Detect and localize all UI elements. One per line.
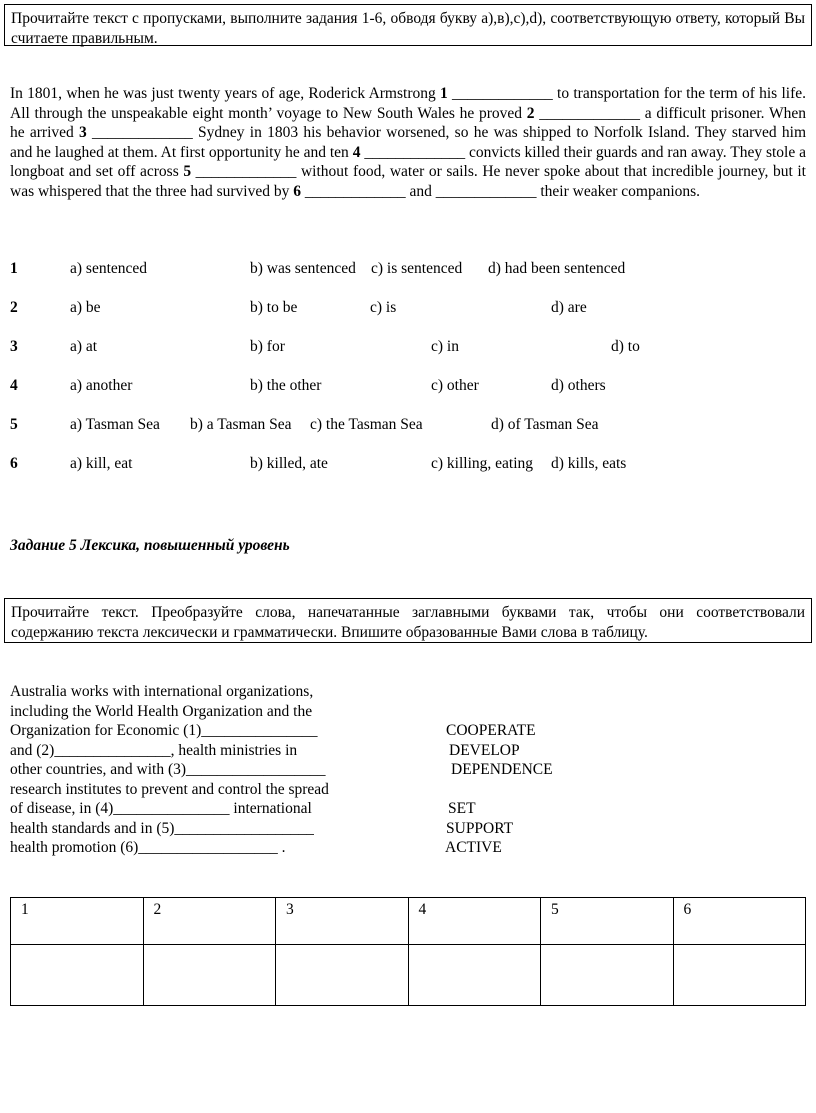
option-c[interactable]: c) other (431, 377, 479, 394)
question-row-2 (10, 298, 806, 318)
keyword-2: DEVELOP (449, 742, 520, 759)
text-line: and (2)_______________, health ministries in (10, 742, 298, 759)
task5-instruction-box (4, 598, 812, 643)
keyword-6: ACTIVE (445, 839, 502, 856)
option-a[interactable]: a) Tasman Sea (70, 416, 160, 433)
text-line: Organization for Economic (1)_______________ (10, 722, 318, 739)
task5-instruction: Прочитайте текст. Преобразуйте слова, напечатанные заглавными буквами так, чтобы они соответствовали содержанию текста лексически и грамматически. Впишите образованные Вами слова в таблицу. (11, 604, 805, 641)
answer-cell-1[interactable] (11, 945, 144, 1006)
option-c[interactable]: c) is (370, 299, 397, 316)
answer-cell-2[interactable] (143, 945, 276, 1006)
gap-number-3: 3 (79, 124, 87, 141)
question-row-6 (10, 454, 806, 474)
answer-cell-3[interactable] (276, 945, 409, 1006)
answer-cell-5[interactable] (541, 945, 674, 1006)
option-a[interactable]: a) be (70, 299, 101, 316)
answer-cell-4[interactable] (408, 945, 541, 1006)
text-line: of disease, in (4)_______________ international (10, 800, 312, 817)
option-a[interactable]: a) another (70, 377, 133, 394)
task4-passage (10, 84, 806, 201)
text-line: including the World Health Organization and the (10, 703, 313, 720)
answer-table-input-row (11, 945, 806, 1006)
option-b[interactable]: b) to be (250, 299, 298, 316)
option-d[interactable]: d) to (611, 338, 640, 355)
passage-text-1: In 1801, when he was just twenty years of age, Roderick Armstrong (10, 85, 441, 102)
answer-cell-6[interactable] (673, 945, 806, 1006)
question-number: 6 (10, 455, 18, 472)
text-line: health standards and in (5)__________________ (10, 820, 314, 837)
option-d[interactable]: d) had been sentenced (488, 260, 626, 277)
option-d[interactable]: d) of Tasman Sea (491, 416, 599, 433)
passage-text-6: _____________ without food, water or sails. He never spoke about that incredible journey, but it was whispered that the three had survived by (10, 163, 806, 200)
option-d[interactable]: d) others (551, 377, 606, 394)
answer-table-header-row (11, 898, 806, 945)
question-number: 5 (10, 416, 18, 433)
passage-text-4: _____________ Sydney in 1803 his behavior worsened, so he was shipped to Norfolk Island. They starved him and he laughed at them. At first opportunity he and ten (10, 124, 806, 161)
text-line: health promotion (6)__________________ . (10, 839, 286, 856)
text-line: other countries, and with (3)__________________ (10, 761, 326, 778)
answer-header-cell: 5 (541, 898, 674, 945)
task4-instruction: Прочитайте текст с пропусками, выполните задания 1-6, обводя букву а),в),c),d), соответствующую ответу, который Вы считаете правильным. (11, 10, 805, 47)
gap-number-2: 2 (526, 104, 535, 122)
task4-instruction-box (4, 4, 812, 46)
option-b[interactable]: b) killed, ate (250, 455, 328, 472)
question-row-1 (10, 259, 806, 279)
option-c[interactable]: c) is sentenced (371, 260, 463, 277)
option-b[interactable]: b) for (250, 338, 285, 355)
passage-text-5: _____________ convicts killed their guards and ran away. They stole a longboat and set off across (10, 143, 806, 180)
question-number: 4 (10, 377, 18, 394)
answer-table (10, 897, 806, 1006)
question-number: 1 (10, 260, 18, 277)
option-b[interactable]: b) a Tasman Sea (190, 416, 292, 433)
question-row-5 (10, 415, 806, 435)
answer-header-cell: 4 (408, 898, 541, 945)
option-d[interactable]: d) kills, eats (551, 455, 627, 472)
text-line: Australia works with international organizations, (10, 683, 314, 700)
keyword-3: DEPENDENCE (451, 761, 553, 778)
gap-number-1: 1 (440, 85, 448, 102)
text-line: research institutes to prevent and control the spread (10, 781, 329, 798)
question-number: 2 (10, 299, 18, 316)
keyword-5: SUPPORT (446, 820, 514, 837)
gap-number-6: 6 (293, 182, 301, 200)
keyword-4: SET (448, 800, 476, 817)
option-a[interactable]: a) sentenced (70, 260, 148, 277)
question-row-3 (10, 337, 806, 357)
option-c[interactable]: c) the Tasman Sea (310, 416, 423, 433)
option-c[interactable]: c) killing, eating (431, 455, 534, 472)
passage-text-2: _____________ to transportation for the term of his life. All through the unspeakable eight month’ voyage to New South Wales he proved (10, 85, 807, 122)
question-number: 3 (10, 338, 18, 355)
passage-text-3: _____________ a difficult prisoner. When he arrived (10, 104, 806, 141)
keyword-1: COOPERATE (446, 722, 536, 739)
option-b[interactable]: b) was sentenced (250, 260, 356, 277)
answer-header-cell: 3 (276, 898, 409, 945)
option-c[interactable]: c) in (431, 338, 459, 355)
answer-header-cell: 6 (673, 898, 806, 945)
gap-number-4: 4 (352, 143, 361, 161)
answer-header-cell: 2 (143, 898, 276, 945)
answer-header-cell: 1 (11, 898, 144, 945)
option-d[interactable]: d) are (551, 299, 587, 316)
option-a[interactable]: a) at (70, 338, 98, 355)
option-a[interactable]: a) kill, eat (70, 455, 133, 472)
passage-text-7: _____________ and _____________ their weaker companions. (300, 182, 701, 200)
task5-title: Задание 5 Лексика, повышенный уровень (10, 537, 290, 554)
gap-number-5: 5 (183, 163, 192, 180)
option-b[interactable]: b) the other (250, 377, 322, 394)
question-row-4 (10, 376, 806, 396)
